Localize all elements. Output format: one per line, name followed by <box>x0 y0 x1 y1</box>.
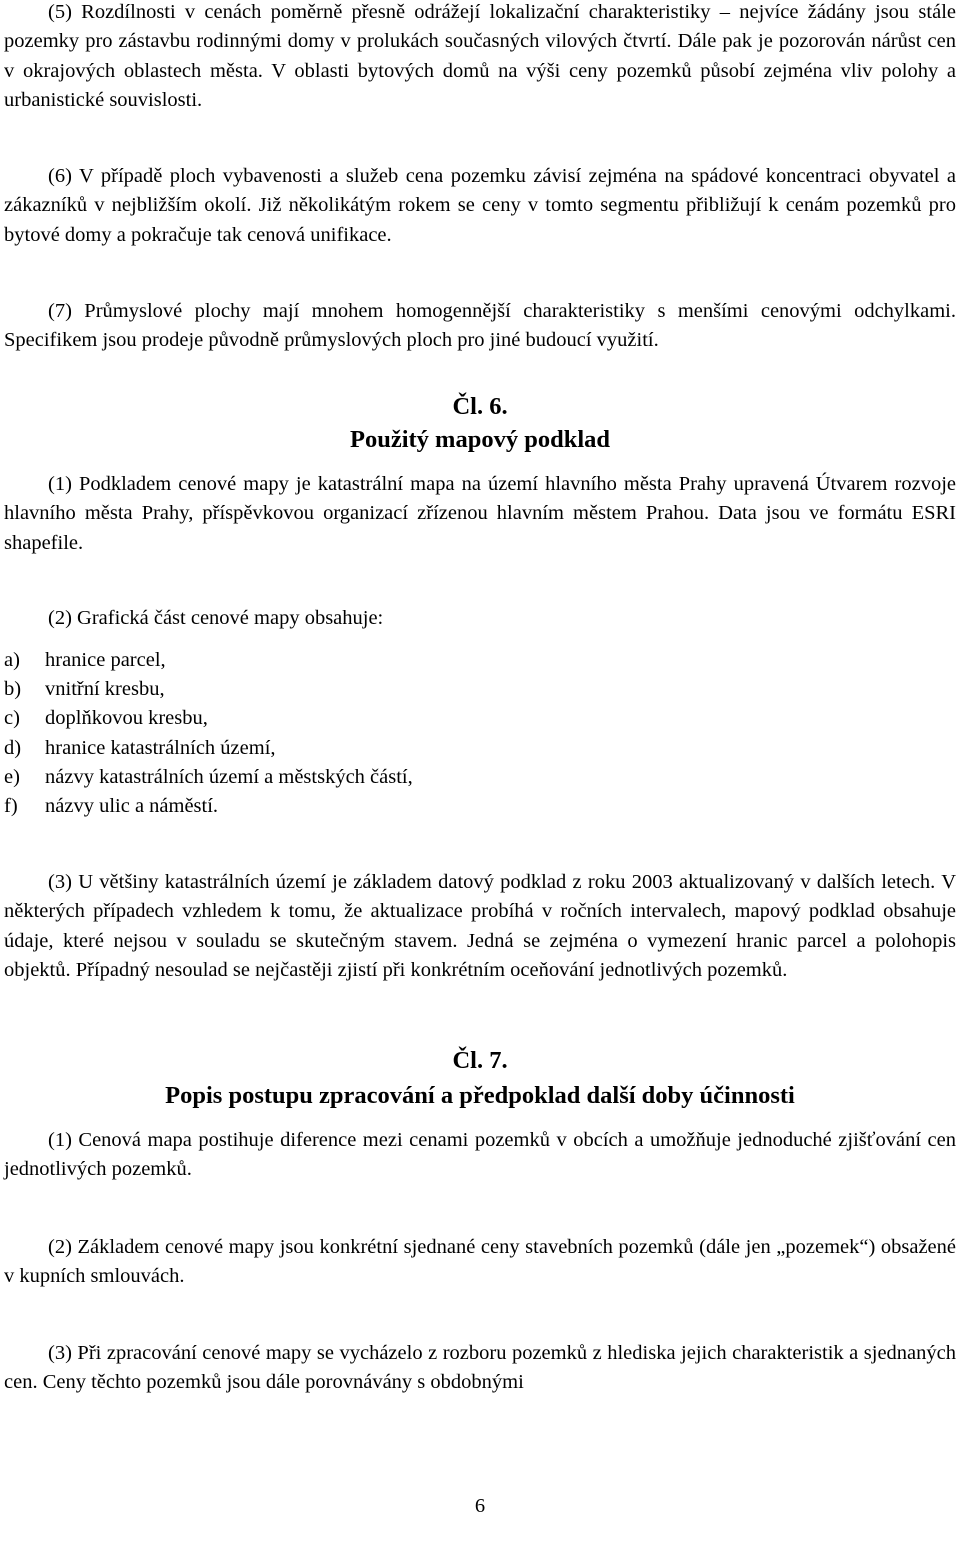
article-6-content-list <box>4 646 956 821</box>
article-7-number: Čl. 7. <box>452 1047 508 1074</box>
article-6-paragraph-3: (3) U většiny katastrálních území je základem datový podklad z roku 2003 aktualizovaný v dalších letech. V některých případech vzhledem k tomu, že aktualizace probíhá v ročních intervalech, mapový podklad obsahuje údaje, které nejsou v souladu se skutečným stavem. Jedná se zejména o vymezení hranic parcel a polohopis objektů. Případný nesoulad se nejčastěji zjistí při konkrétním oceňování jednotlivých pozemků. <box>4 871 956 981</box>
article-7-title: Popis postupu zpracování a předpoklad další doby účinnosti <box>165 1082 795 1109</box>
list-item-text: názvy ulic a náměstí. <box>45 795 219 818</box>
list-item-mark: d) <box>4 736 22 759</box>
article-7-paragraph-3: (3) Při zpracování cenové mapy se vycházelo z rozboru pozemků z hlediska jejich charakteristik a sjednaných cen. Ceny těchto pozemků jsou dále porovnávány s obdobnými <box>4 1342 956 1394</box>
paragraph-6: (6) V případě ploch vybavenosti a služeb cena pozemku závisí zejména na spádové koncentraci obyvatel a zákazníků v nejbližším okolí. Již několikátým rokem se ceny v tomto segmentu přibližují k cenám pozemků pro bytové domy a pokračuje tak cenová unifikace. <box>4 165 956 246</box>
list-item <box>4 734 956 763</box>
list-item-mark: f) <box>4 795 18 818</box>
list-item <box>4 646 956 675</box>
list-item-mark: c) <box>4 707 20 730</box>
list-item <box>4 675 956 704</box>
list-item-text: hranice parcel, <box>45 649 166 671</box>
list-item-text: názvy katastrálních území a městských částí, <box>45 765 413 788</box>
article-7-paragraph-2: (2) Základem cenové mapy jsou konkrétní sjednané ceny stavebních pozemků (dále jen „pozemek“) obsažené v kupních smlouvách. <box>4 1236 956 1288</box>
list-item <box>4 704 956 733</box>
article-7-paragraph-1: (1) Cenová mapa postihuje diference mezi cenami pozemků v obcích a umožňuje jednoduché zjišťování cen jednotlivých pozemků. <box>4 1129 956 1181</box>
list-item-text: hranice katastrálních území, <box>45 736 276 759</box>
list-item-mark: b) <box>4 678 22 701</box>
page-number: 6 <box>474 1495 486 1517</box>
list-item-mark: a) <box>4 649 20 671</box>
list-item-text: doplňkovou kresbu, <box>45 707 208 730</box>
article-6-number: Čl. 6. <box>452 393 508 420</box>
article-6-paragraph-1: (1) Podkladem cenové mapy je katastrální mapa na území hlavního města Prahy upravená Útvarem rozvoje hlavního města Prahy, příspěvkovou organizací zřízenou hlavním městem Prahou. Data jsou ve formátu ESRI shapefile. <box>4 473 956 554</box>
paragraph-5: (5) Rozdílnosti v cenách poměrně přesně odrážejí lokalizační charakteristiky – nejvíce žádány jsou stále pozemky pro zástavbu rodinnými domy v prolukách současných vilových čtvrtí. Dále pak je pozorován nárůst cen v okrajových oblastech města. V oblasti bytových domů na výši ceny pozemků působí zejména vliv polohy a urbanistické souvislosti. <box>4 1 956 111</box>
list-item-mark: e) <box>4 765 20 788</box>
article-6-title: Použitý mapový podklad <box>349 426 611 453</box>
paragraph-7: (7) Průmyslové plochy mají mnohem homogennější charakteristiky s menšími cenovými odchylkami. Specifikem jsou prodeje původně průmyslových ploch pro jiné budoucí využití. <box>4 300 956 352</box>
list-item <box>4 792 956 821</box>
article-6-paragraph-2: (2) Grafická část cenové mapy obsahuje: <box>48 607 384 629</box>
list-item-text: vnitřní kresbu, <box>45 678 165 701</box>
list-item <box>4 763 956 792</box>
